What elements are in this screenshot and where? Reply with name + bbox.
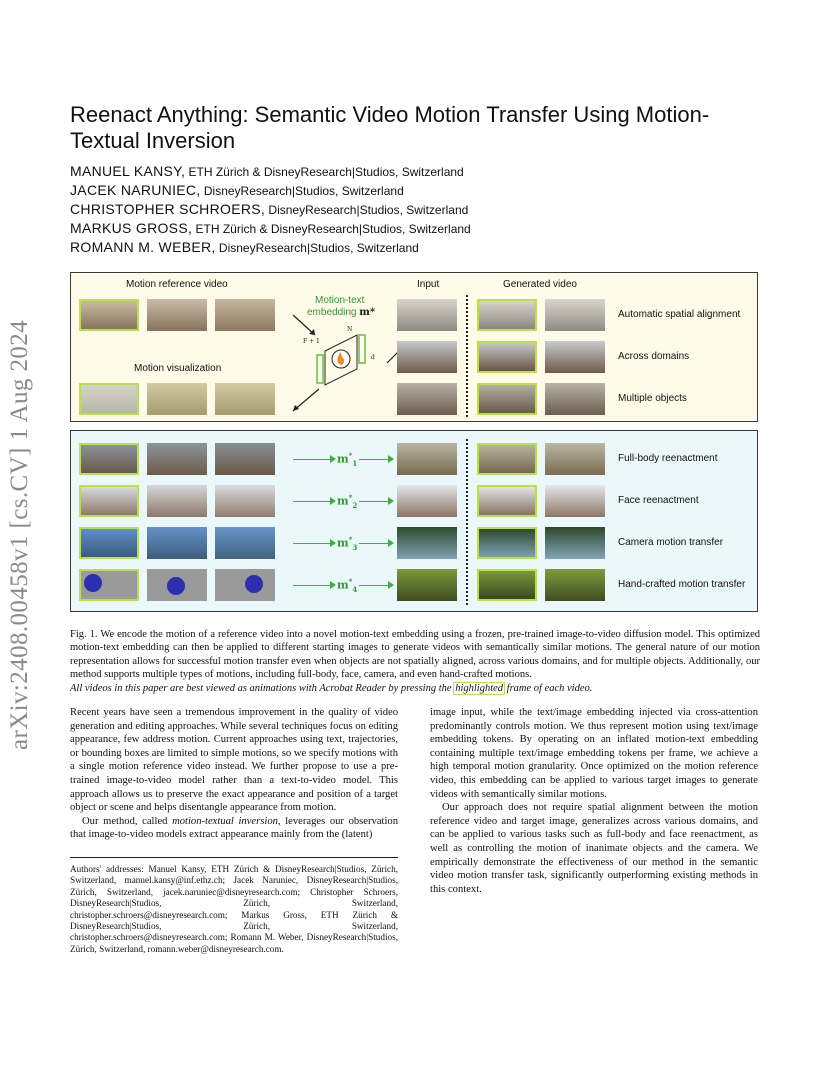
- generated-frame[interactable]: [477, 527, 537, 559]
- generated-frame[interactable]: [477, 443, 537, 475]
- generated-frame[interactable]: [477, 485, 537, 517]
- caption-text: Fig. 1. We encode the motion of a reference video into a novel motion-text embedding using a frozen, pre-trained image-to-video diffusion model. This optimized motion-text embedding can then be applied to different starting images to generate videos with semantically similar motions. The general nature of our motion representation allows for successful motion transfer even when objects are not spatially aligned, across various domains, and for multiple objects. Additionally, our method supports multiple types of motions, including full-body, face, camera, and even hand-crafted motions.: [70, 629, 760, 681]
- arrow-icon: [359, 501, 389, 502]
- author-name: CHRISTOPHER SCHROERS,: [70, 201, 266, 217]
- generated-frame[interactable]: [477, 299, 537, 331]
- author-line: [70, 239, 419, 255]
- generated-video-label: Generated video: [503, 279, 577, 290]
- input-label: Input: [417, 279, 440, 290]
- row-label: Camera motion transfer: [618, 537, 724, 548]
- paper-title: Reenact Anything: Semantic Video Motion Transfer Using Motion-Textual Inversion: [70, 102, 710, 153]
- reference-frame: [215, 527, 275, 559]
- body-paragraph: Our method, called motion-textual inversion, leverages our observation that image-to-video models extract appearance mainly from the (latent): [70, 815, 398, 841]
- body-left-column: [70, 706, 398, 842]
- arxiv-identifier: arXiv:2408.00458v1 [cs.CV] 1 Aug 2024: [6, 319, 33, 750]
- arrow-icon: [359, 543, 389, 544]
- row-label: Full-body reenactment: [618, 453, 718, 464]
- caption-note: All videos in this paper are best viewed as animations with Acrobat Reader by pressing the highlighted frame of each video.: [70, 682, 593, 694]
- motion-visualization-frame: [147, 383, 207, 415]
- reference-frame: [215, 443, 275, 475]
- arrow-icon: [359, 459, 389, 460]
- motion-embedding-symbol: $m^*_1$: [337, 451, 358, 468]
- figure-bottom-panel: [70, 430, 758, 612]
- reference-frame: [215, 485, 275, 517]
- figure-top-panel: [70, 272, 758, 422]
- reference-frame[interactable]: [79, 527, 139, 559]
- body-paragraph: Recent years have seen a tremendous improvement in the quality of video generation and editing approaches. While several techniques focus on editing appearance, few address motion. Current approaches using text, trajectories, or bounding boxes are limited to simple motions, so we specify motions with a single motion reference video instead. We further propose to use a pre-trained image-to-video model rather than a text-to-video model. This approach allows us to preserve the exact appearance and position of a target object or scene and helps disentangle appearance from motion.: [70, 707, 398, 814]
- generated-frame[interactable]: [477, 341, 537, 373]
- row-label: Multiple objects: [618, 393, 687, 404]
- generated-frame: [545, 299, 605, 331]
- motion-embedding-symbol: $m^*_2$: [337, 493, 358, 510]
- row-label: Automatic spatial alignment: [618, 309, 741, 320]
- generated-frame[interactable]: [477, 383, 537, 415]
- author-affiliation: DisneyResearch|Studios, Switzerland: [265, 203, 469, 217]
- generated-frame: [545, 383, 605, 415]
- motion-embedding-symbol: $m^*_4$: [337, 577, 358, 594]
- circle-shape: [167, 577, 185, 595]
- generated-frame: [545, 569, 605, 601]
- reference-frame: [215, 569, 275, 601]
- reference-frame: [147, 527, 207, 559]
- reference-frame: [147, 569, 207, 601]
- diagram-d-label: d: [371, 354, 375, 361]
- circle-shape: [245, 575, 263, 593]
- author-line: [70, 182, 404, 198]
- body-right-column: [430, 706, 758, 896]
- diagram-f-label: F + 1: [303, 338, 320, 345]
- author-name: JACEK NARUNIEC,: [70, 182, 201, 198]
- reference-frame[interactable]: [79, 299, 139, 331]
- author-affiliation: DisneyResearch|Studios, Switzerland: [200, 184, 404, 198]
- reference-frame: [147, 443, 207, 475]
- reference-frame[interactable]: [79, 485, 139, 517]
- figure-caption: [70, 628, 760, 695]
- input-image: [397, 341, 457, 373]
- input-image: [397, 383, 457, 415]
- reference-frame[interactable]: [79, 569, 139, 601]
- row-label: Across domains: [618, 351, 690, 362]
- input-image: [397, 527, 457, 559]
- author-line: [70, 220, 471, 236]
- input-image: [397, 299, 457, 331]
- circle-shape: [84, 574, 102, 592]
- reference-frame[interactable]: [79, 443, 139, 475]
- author-name: MANUEL KANSY,: [70, 163, 186, 179]
- motion-embedding-symbol: $m^*_3$: [337, 535, 358, 552]
- input-image: [397, 443, 457, 475]
- author-affiliation: ETH Zürich & DisneyResearch|Studios, Switzerland: [192, 222, 471, 236]
- reference-frame: [215, 299, 275, 331]
- embedding-diagram: [281, 313, 401, 413]
- author-name: MARKUS GROSS,: [70, 220, 193, 236]
- row-label: Hand-crafted motion transfer: [618, 579, 746, 590]
- reference-frame: [147, 485, 207, 517]
- generated-frame: [545, 443, 605, 475]
- arrow-icon: [293, 501, 331, 502]
- author-line: [70, 201, 468, 217]
- motion-visualization-frame[interactable]: [79, 383, 139, 415]
- author-line: [70, 163, 464, 179]
- motion-visualization-label: Motion visualization: [134, 363, 222, 374]
- separator-line: [466, 439, 468, 605]
- input-image: [397, 569, 457, 601]
- separator-line: [466, 295, 468, 417]
- generated-frame: [545, 485, 605, 517]
- arrow-icon: [359, 585, 389, 586]
- footnote-rule: [70, 857, 398, 858]
- embedding-label: Motion-text: [315, 295, 365, 306]
- highlighted-word[interactable]: highlighted: [455, 682, 504, 694]
- arrow-icon: [293, 543, 331, 544]
- arrow-icon: [293, 585, 331, 586]
- motion-reference-label: Motion reference video: [126, 279, 228, 290]
- author-footnote: Authors' addresses: Manuel Kansy, ETH Zürich & DisneyResearch|Studios, Zürich, Switzerland, manuel.kansy@inf.ethz.ch; Jacek Naruniec, DisneyResearch|Studios, Zürich, Switzerland, jacek.naruniec@disneyresearch.com; Christopher Schroers, DisneyResearch|Studios, Zürich, Switzerland, christopher.schroers@disneyresearch.com; Markus Gross, ETH Zürich & DisneyResearch|Studios, Zürich, Switzerland, christopher.schroers@disneyresearch.com; Romann M. Weber, DisneyResearch|Studios, Zürich, Switzerland, romann.weber@disneyresearch.com.: [70, 864, 398, 954]
- embedding-label: embedding m*: [307, 307, 376, 318]
- reference-frame: [147, 299, 207, 331]
- author-affiliation: DisneyResearch|Studios, Switzerland: [215, 241, 419, 255]
- body-paragraph: Our approach does not require spatial alignment between the motion reference video and target image, generalizes across various domains, and can be applied to various tasks such as full-body and face reenactment, as well as controlling the motion of inanimate objects and the camera. We empirically demonstrate the effectiveness of our method in the semantic video motion transfer task, significantly outperforming existing methods in this context.: [430, 802, 758, 895]
- body-paragraph: image input, while the text/image embedding injected via cross-attention predominantly controls motion. We thus represent motion using text/image embedding tokens. By operating on an inflated motion-text embedding containing multiple text/image embedding tokens per frame, we achieve a high temporal motion granularity. Once optimized on the motion reference video, this embedding can be applied to various target images to generate videos with semantically similar motions.: [430, 707, 758, 800]
- generated-frame: [545, 527, 605, 559]
- motion-visualization-frame: [215, 383, 275, 415]
- generated-frame[interactable]: [477, 569, 537, 601]
- row-label: Face reenactment: [618, 495, 699, 506]
- author-name: ROMANN M. WEBER,: [70, 239, 216, 255]
- arrow-icon: [293, 459, 331, 460]
- diagram-n-label: N: [347, 326, 353, 333]
- generated-frame: [545, 341, 605, 373]
- author-affiliation: ETH Zürich & DisneyResearch|Studios, Switzerland: [185, 165, 464, 179]
- input-image: [397, 485, 457, 517]
